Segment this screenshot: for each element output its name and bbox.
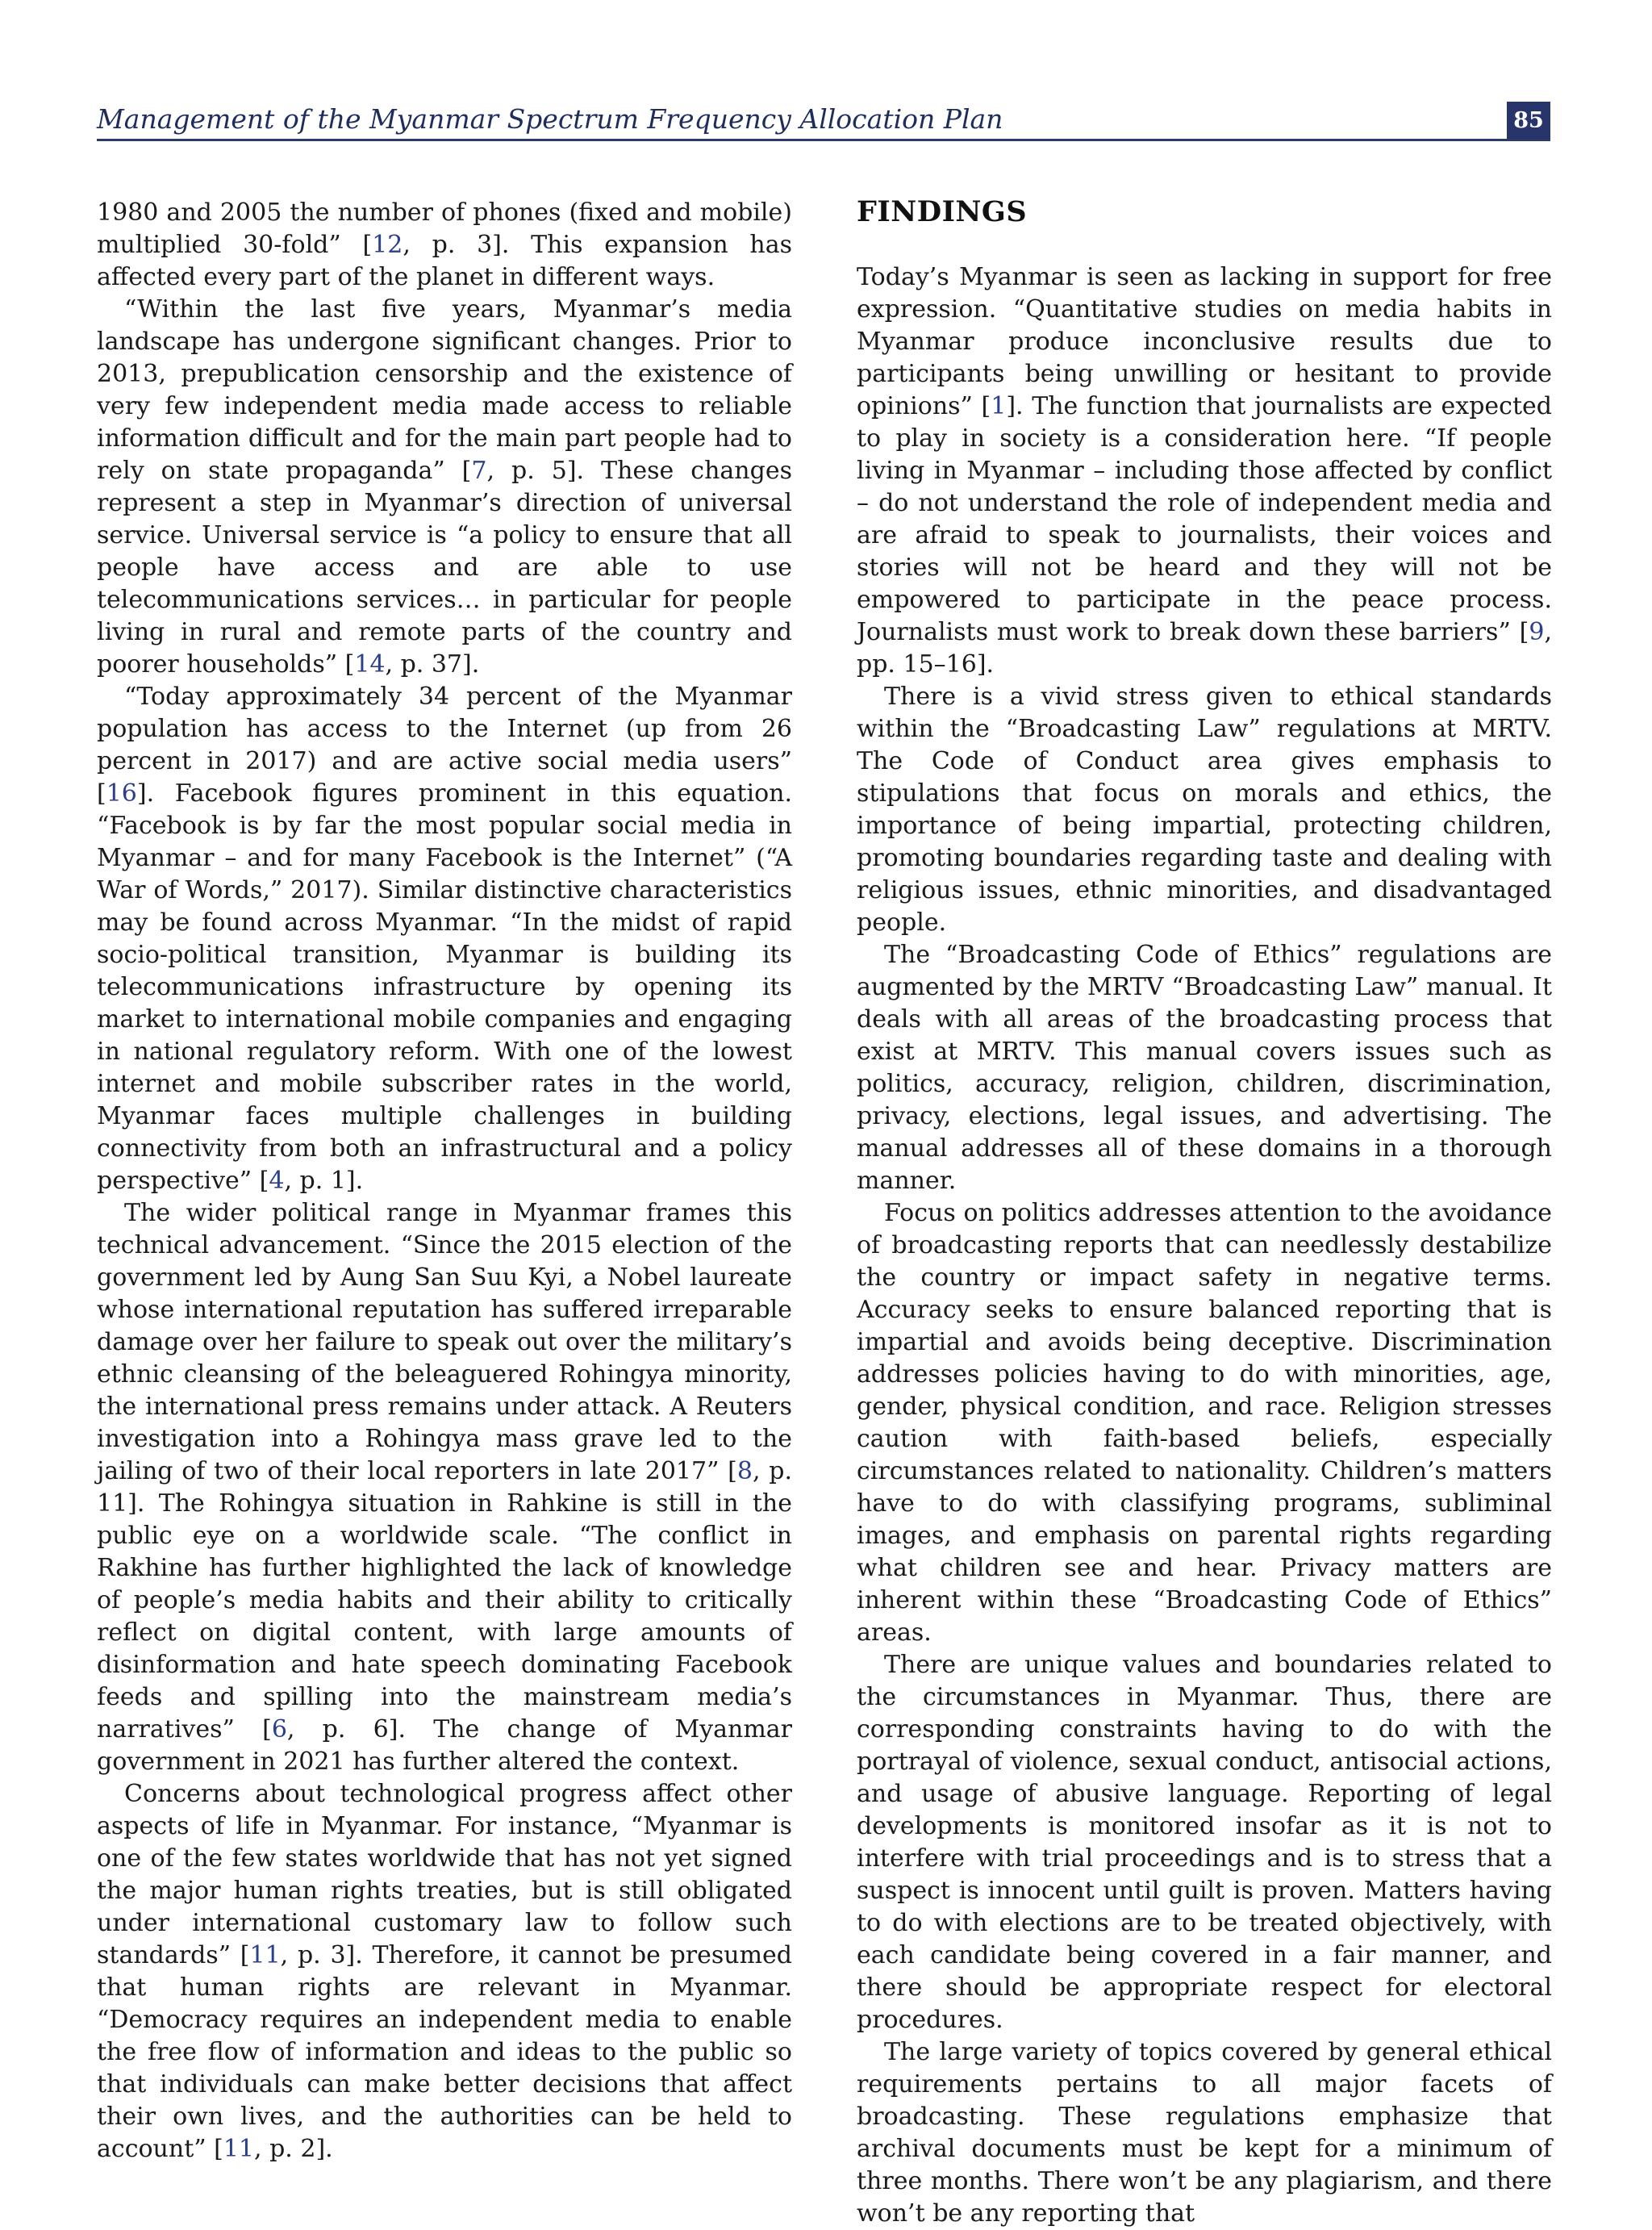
citation-link[interactable]: 12 <box>372 231 403 259</box>
paragraph: The wider political range in Myanmar frames this technical advancement. “Since the 2015 election of the government led by Aung San Suu Kyi, a Nobel laureate whose international reputation has suffered irreparable damage over her failure to speak out over the military’s ethnic cleansing of the beleaguered Rohingya minority, the international press remains under attack. A Reuters investigation into a Rohingya mass grave led to the jailing of two of their local reporters in late 2017” [8, p. 11]. The Rohingya situation in Rahkine is still in the public eye on a worldwide scale. “The conflict in Rakhine has further highlighted the lack of knowledge of people’s media habits and their ability to critically reflect on digital content, with large amounts of disinformation and hate speech dominating Facebook feeds and spilling into the mainstream media’s narratives” [6, p. 6]. The change of Myanmar government in 2021 has further altered the context. <box>97 1199 793 1776</box>
paragraph: Concerns about technological progress affect other aspects of life in Myanmar. For instance, “Myanmar is one of the few states worldwide that has not yet signed the major human rights treaties, but is still obligated under international customary law to follow such standards” [11, p. 3]. Therefore, it cannot be presumed that human rights are relevant in Myanmar. “Democracy requires an independent media to enable the free flow of information and ideas to the public so that individuals can make better decisions that affect their own lives, and the authorities can be held to account” [11, p. 2]. <box>97 1780 792 2163</box>
citation-link[interactable]: 8 <box>736 1457 753 1485</box>
running-header <box>97 102 1550 141</box>
paragraph: There are unique values and boundaries related to the circumstances in Myanmar. Thus, there are corresponding constraints having to do with the portrayal of violence, sexual conduct, antisocial actions, and usage of abusive language. Reporting of legal developments is monitored insofar as it is not to interfere with trial proceedings and is to stress that a suspect is innocent until guilt is proven. Matters having to do with elections are to be treated objectively, with each candidate being covered in a fair manner, and there should be appropriate respect for electoral procedures. <box>857 1651 1552 2034</box>
right-column <box>857 194 1552 2230</box>
page-number-badge: 85 <box>1507 102 1550 139</box>
paragraph: Today’s Myanmar is seen as lacking in support for free expression. “Quantitative studies on media habits in Myanmar produce inconclusive results due to participants being unwilling or hesitant to provide opinions” [1]. The function that journalists are expected to play in society is a consideration here. “If people living in Myanmar – including those affected by conflict – do not understand the role of independent media and are afraid to speak to journalists, their voices and stories will not be heard and they will not be empowered to participate in the peace process. Journalists must work to break down these barriers” [9, pp. 15–16]. <box>857 263 1553 679</box>
citation-link[interactable]: 11 <box>249 1941 281 1969</box>
citation-link[interactable]: 1 <box>991 392 1007 420</box>
section-heading: FINDINGS <box>857 195 1028 228</box>
citation-link[interactable]: 9 <box>1529 618 1545 646</box>
paragraph: The “Broadcasting Code of Ethics” regulations are augmented by the MRTV “Broadcasting Law” manual. It deals with all areas of the broadcasting process that exist at MRTV. This manual covers issues such as politics, accuracy, religion, children, discrimination, privacy, elections, legal issues, and advertising. The manual addresses all of these domains in a thorough manner. <box>857 941 1552 1195</box>
citation-link[interactable]: 7 <box>471 457 487 485</box>
citation-link[interactable]: 16 <box>106 779 137 808</box>
citation-link[interactable]: 11 <box>223 2135 255 2163</box>
header-title: Management of the Myanmar Spectrum Frequency Allocation Plan <box>97 103 1003 135</box>
paragraph: “Today approximately 34 percent of the Myanmar population has access to the Internet (up from 26 percent in 2017) and are active social media users” [16]. Facebook figures prominent in this equation. “Facebook is by far the most popular social media in Myanmar – and for many Facebook is the Internet” (“A War of Words,” 2017). Similar distinctive characteristics may be found across Myanmar. “In the midst of rapid socio-political transition, Myanmar is building its telecommunications infrastructure by opening its market to international mobile companies and engaging in national regulatory reform. With one of the lowest internet and mobile subscriber rates in the world, Myanmar faces multiple challenges in building connectivity from both an infrastructural and a policy perspective” [4, p. 1]. <box>97 683 792 1195</box>
paragraph: “Within the last five years, Myanmar’s media landscape has undergone significant changes. Prior to 2013, prepublication censorship and the existence of very few independent media made access to reliable information difficult and for the main part people had to rely on state propaganda” [7, p. 5]. These changes represent a step in Myanmar’s direction of universal service. Universal service is “a policy to ensure that all people have access and are able to use telecommunications services… in particular for people living in rural and remote parts of the country and poorer households” [14, p. 37]. <box>97 295 792 679</box>
citation-link[interactable]: 14 <box>354 650 386 679</box>
paragraph: 1980 and 2005 the number of phones (fixed and mobile) multiplied 30-fold” [12, p. 3]. This expansion has affected every part of the planet in different ways. <box>97 198 792 291</box>
paragraph: The large variety of topics covered by general ethical requirements pertains to all major facets of broadcasting. These regulations emphasize that archival documents must be kept for a minimum of three months. There won’t be any plagiarism, and there won’t be any reporting that <box>857 2038 1552 2228</box>
citation-link[interactable]: 4 <box>269 1167 285 1195</box>
paragraph: Focus on politics addresses attention to the avoidance of broadcasting reports that can needlessly destabilize the country or impact safety in negative terms. Accuracy seeks to ensure balanced reporting that is impartial and avoids being deceptive. Discrimination addresses policies having to do with minorities, age, gender, physical condition, and race. Religion stresses caution with faith-based beliefs, especially circumstances related to nationality. Children’s matters have to do with classifying programs, subliminal images, and emphasis on parental rights regarding what children see and hear. Privacy matters are inherent within these “Broadcasting Code of Ethics” areas. <box>857 1199 1552 1647</box>
paragraph: There is a vivid stress given to ethical standards within the “Broadcasting Law” regulations at MRTV. The Code of Conduct area gives emphasis to stipulations that focus on morals and ethics, the importance of being impartial, protecting children, promoting boundaries regarding taste and dealing with religious issues, ethnic minorities, and disadvantaged people. <box>857 683 1552 937</box>
left-column <box>97 197 792 2165</box>
citation-link[interactable]: 6 <box>271 1715 287 1743</box>
